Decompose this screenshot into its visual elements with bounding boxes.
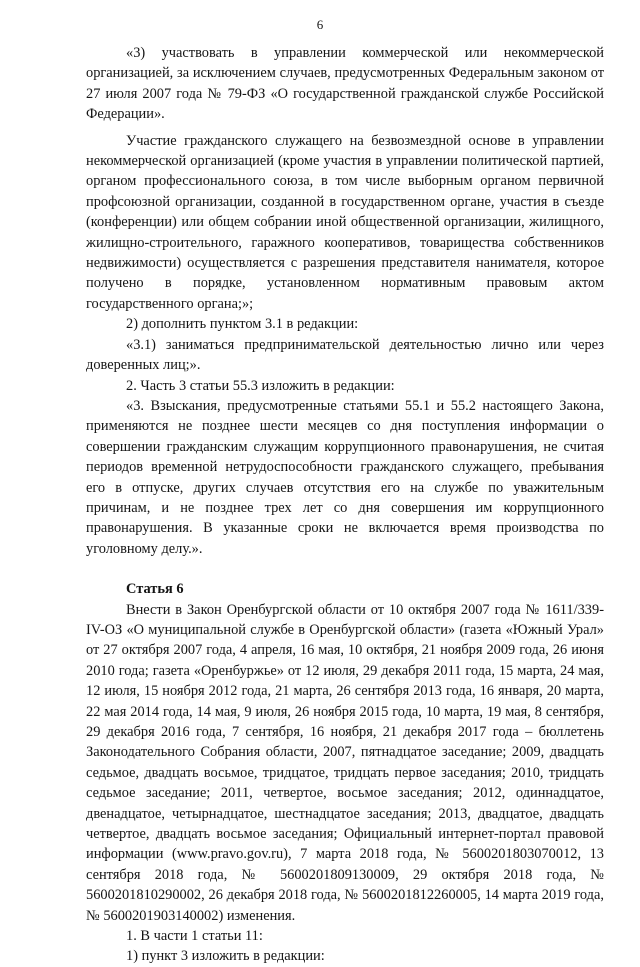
paragraph-part-1-article-11: 1. В части 1 статьи 11: bbox=[126, 928, 263, 945]
paragraph-item-3-1: «3.1) заниматься предпринимательской деятельностью лично или через доверенных лиц;». bbox=[86, 336, 604, 374]
page-number: 6 bbox=[316, 17, 324, 32]
paragraph-item-3-new: 1) пункт 3 изложить в редакции: bbox=[126, 948, 325, 965]
paragraph-penalties: «3. Взыскания, предусмотренные статьями 55.1 и 55.2 настоящего Закона, применяются не позднее шести месяцев со дня поступления информации о совершении гражданским служащим коррупционного правонарушения, не считая периодов временной нетрудоспособности гражданского служащего, пребывания его в отпуске, других случаев отсутствия его на службе по уважительным причинам, и не позднее трех лет со дня совершения им коррупционного правонарушения. В указанные сроки не включается время производства по уголовному делу.». bbox=[86, 397, 604, 557]
paragraph-item-3: «3) участвовать в управлении коммерческой или некоммерческой организацией, за исключением случаев, предусмотренных Федеральным законом от 27 июля 2007 года № 79-ФЗ «О государственной гражданской службе Российской Федерации». bbox=[86, 45, 604, 123]
paragraph-part-3-article-55-3: 2. Часть 3 статьи 55.3 изложить в редакции: bbox=[126, 377, 395, 394]
paragraph-amend-3-1: 2) дополнить пунктом 3.1 в редакции: bbox=[126, 316, 359, 333]
document-body bbox=[86, 43, 604, 967]
article-heading: Статья 6 bbox=[126, 581, 184, 598]
paragraph-amend-municipal-law: Внести в Закон Оренбургской области от 10 октября 2007 года № 1611/339-IV-ОЗ «О муниципальной службе в Оренбургской области» (газета «Южный Урал» от 27 октября 2007 года, 4 апреля, 16 мая, 10 октября, 21 ноября 2009 года, 26 июня 2010 года; газета «Оренбуржье» от 12 июля, 29 декабря 2011 года, 15 марта, 24 мая, 12 июля, 15 ноября 2012 года, 21 марта, 26 сентября 2013 года, 16 января, 20 марта, 22 мая 2014 года, 14 мая, 9 июля, 26 ноября 2015 года, 10 марта, 19 мая, 8 сентября, 29 декабря 2016 года, 7 сентября, 16 ноября, 21 декабря 2017 года – бюллетень Законодательного Собрания области, 2007, пятнадцатое заседание; 2009, двадцать седьмое, двадцать восьмое, тридцатое, тридцать первое заседания; 2010, тридцать седьмое заседание; 2011, четвертое, восьмое заседания; 2012, одиннадцатое, двенадцатое, четырнадцатое, шестнадцатое заседания; 2013, двадцатое, двадцать четвертое, двадцать восьмое заседания; Официальный интернет-портал правовой информации (www.pravo.gov.ru), 7 марта 2018 года, № 5600201803070012, 13 сентября 2018 года, № 5600201809130009, 29 октября 2018 года, № 5600201810290002, 26 декабря 2018 года, № 5600201812260005, 14 марта 2019 года, № 5600201903140002) изменения. bbox=[86, 601, 604, 924]
paragraph-participation: Участие гражданского служащего на безвозмездной основе в управлении некоммерческой организацией (кроме участия в управлении политической партией, органом профессионального союза, в том числе выборным органом первичной профсоюзной организации, созданной в государственном органе, участия в съезде (конференции) или общем собрании иной общественной организации, жилищного, жилищно-строительного, гаражного кооперативов, товарищества собственников недвижимости) осуществляется с разрешения представителя нанимателя, которое получено в порядке, установленном нормативным правовым актом государственного органа;»; bbox=[86, 132, 604, 312]
